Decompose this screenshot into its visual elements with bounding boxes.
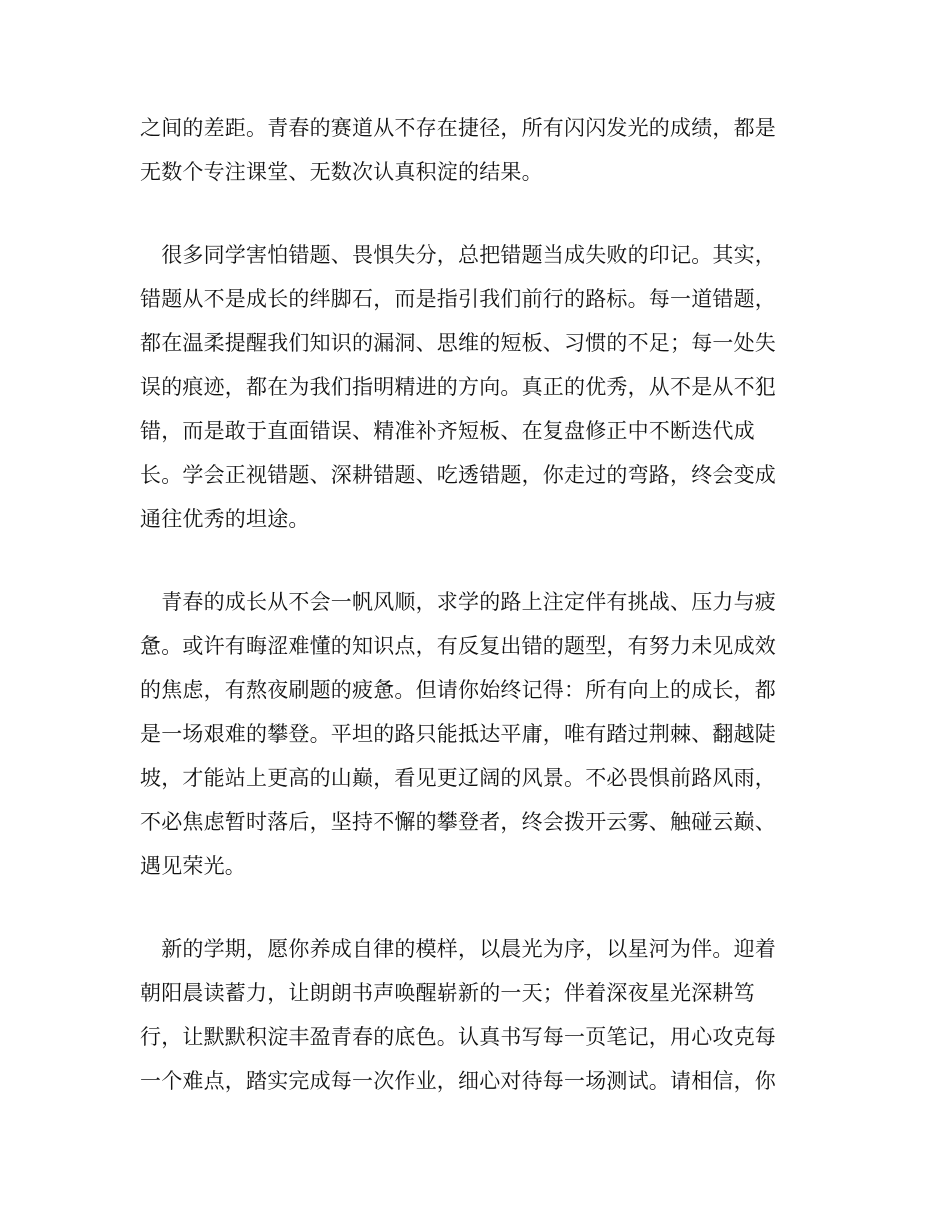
paragraph-line: 一个难点，踏实完成每一次作业，细心对待每一场测试。请相信，你 <box>140 1069 776 1093</box>
paragraph-line: 不必焦虑暂时落后，坚持不懈的攀登者，终会拨开云雾、触碰云巅、 <box>140 810 776 834</box>
paragraph-line: 的焦虑，有熬夜刷题的疲惫。但请你始终记得：所有向上的成长，都 <box>140 678 776 702</box>
paragraph-line: 错，而是敢于直面错误、精准补齐短板、在复盘修正中不断迭代成 <box>140 419 755 443</box>
paragraph-line: 误的痕迹，都在为我们指明精进的方向。真正的优秀，从不是从不犯 <box>140 375 776 399</box>
paragraph-line: 是一场艰难的攀登。平坦的路只能抵达平庸，唯有踏过荆棘、翻越陡 <box>140 722 776 746</box>
paragraph-line: 朝阳晨读蓄力，让朗朗书声唤醒崭新的一天；伴着深夜星光深耕笃 <box>140 981 755 1005</box>
paragraph-line: 很多同学害怕错题、畏惧失分，总把错题当成失败的印记。其实， <box>140 243 776 267</box>
paragraph-line: 之间的差距。青春的赛道从不存在捷径，所有闪闪发光的成绩，都是 <box>140 116 776 140</box>
paragraph-line: 错题从不是成长的绊脚石，而是指引我们前行的路标。每一道错题， <box>140 287 776 311</box>
paragraph-line: 通往优秀的坦途。 <box>140 507 310 531</box>
paragraph-line: 无数个专注课堂、无数次认真积淀的结果。 <box>140 160 543 184</box>
paragraph-line: 新的学期，愿你养成自律的模样，以晨光为序，以星河为伴。迎着 <box>140 937 776 961</box>
paragraph-line: 长。学会正视错题、深耕错题、吃透错题，你走过的弯路，终会变成 <box>140 463 776 487</box>
paragraph-line: 行，让默默积淀丰盈青春的底色。认真书写每一页笔记，用心攻克每 <box>140 1025 776 1049</box>
paragraph-line: 都在温柔提醒我们知识的漏洞、思维的短板、习惯的不足；每一处失 <box>140 331 776 355</box>
paragraph-line: 青春的成长从不会一帆风顺，求学的路上注定伴有挑战、压力与疲 <box>140 590 776 614</box>
paragraph-line: 遇见荣光。 <box>140 854 246 878</box>
paragraph-line: 坡，才能站上更高的山巅，看见更辽阔的风景。不必畏惧前路风雨， <box>140 766 776 790</box>
paragraph-line: 惫。或许有晦涩难懂的知识点，有反复出错的题型，有努力未见成效 <box>140 634 776 658</box>
